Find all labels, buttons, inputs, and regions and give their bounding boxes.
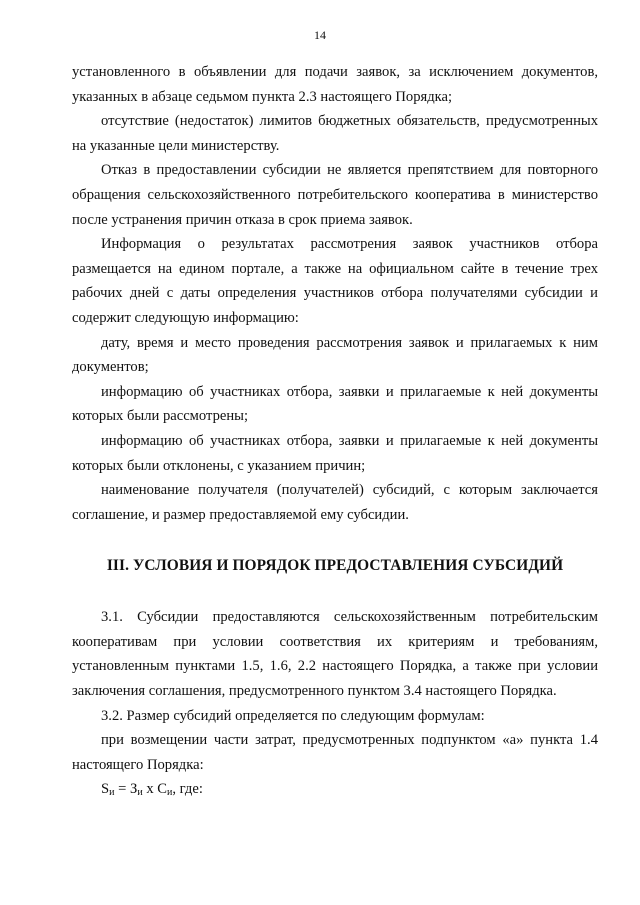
- paragraph: при возмещении части затрат, предусмотренных подпунктом «а» пункта 1.4 настоящего Порядка:: [72, 732, 598, 773]
- formula-term1: З: [130, 781, 138, 798]
- paragraph: Отказ в предоставлении субсидии не является препятствием для повторного обращения сельскохозяйственного потребительского кооператива в министерство после устранения причин отказа в срок приема заявок.: [72, 162, 598, 228]
- paragraph: информацию об участниках отбора, заявки и прилагаемые к ней документы которых были рассмотрены;: [72, 383, 598, 425]
- formula-equals: =: [114, 781, 131, 798]
- paragraph: наименование получателя (получателей) субсидий, с которым заключается соглашение, и размер предоставляемой ему субсидии.: [72, 482, 598, 523]
- page-number: 14: [314, 28, 326, 42]
- paragraph: информацию об участниках отбора, заявки и прилагаемые к ней документы которых были отклонены, с указанием причин;: [72, 432, 598, 474]
- paragraph: дату, время и место проведения рассмотрения заявок и прилагаемых к ним документов;: [72, 334, 598, 376]
- paragraph: Информация о результатах рассмотрения заявок участников отбора размещается на едином портале, а также на официальном сайте в течение трех рабочих дней с даты определения участников отбора получателями субсидии и содержит следующую информацию:: [72, 236, 598, 326]
- formula-term1-subscript: и: [137, 787, 143, 799]
- formula-lhs-subscript: и: [109, 787, 115, 799]
- formula-tail: , где:: [172, 781, 203, 798]
- paragraph: отсутствие (недостаток) лимитов бюджетных обязательств, предусмотренных на указанные цели министерству.: [72, 113, 598, 154]
- formula-term2: С: [157, 781, 168, 798]
- formula-times: х: [142, 781, 158, 798]
- paragraph: 3.2. Размер субсидий определяется по следующим формулам:: [101, 707, 485, 724]
- paragraphs-before-heading: [72, 60, 598, 527]
- formula-line: [72, 777, 598, 802]
- paragraph: 3.1. Субсидии предоставляются сельскохозяйственным потребительским кооперативам при условии соответствия их критериям и требованиям, установленным пунктами 1.5, 1.6, 2.2 настоящего Порядка, а также при условии заключения соглашения, предусмотренного пунктом 3.4 настоящего Порядка.: [72, 609, 598, 700]
- paragraphs-after-heading: [72, 605, 598, 777]
- document-body: [72, 60, 598, 802]
- paragraph: установленного в объявлении для подачи заявок, за исключением документов, указанных в абзаце седьмом пункта 2.3 настоящего Порядка;: [72, 64, 598, 105]
- section-heading: III. УСЛОВИЯ И ПОРЯДОК ПРЕДОСТАВЛЕНИЯ СУБСИДИЙ: [106, 557, 564, 575]
- formula-term2-subscript: и: [167, 787, 173, 799]
- formula-lhs: S: [101, 781, 110, 798]
